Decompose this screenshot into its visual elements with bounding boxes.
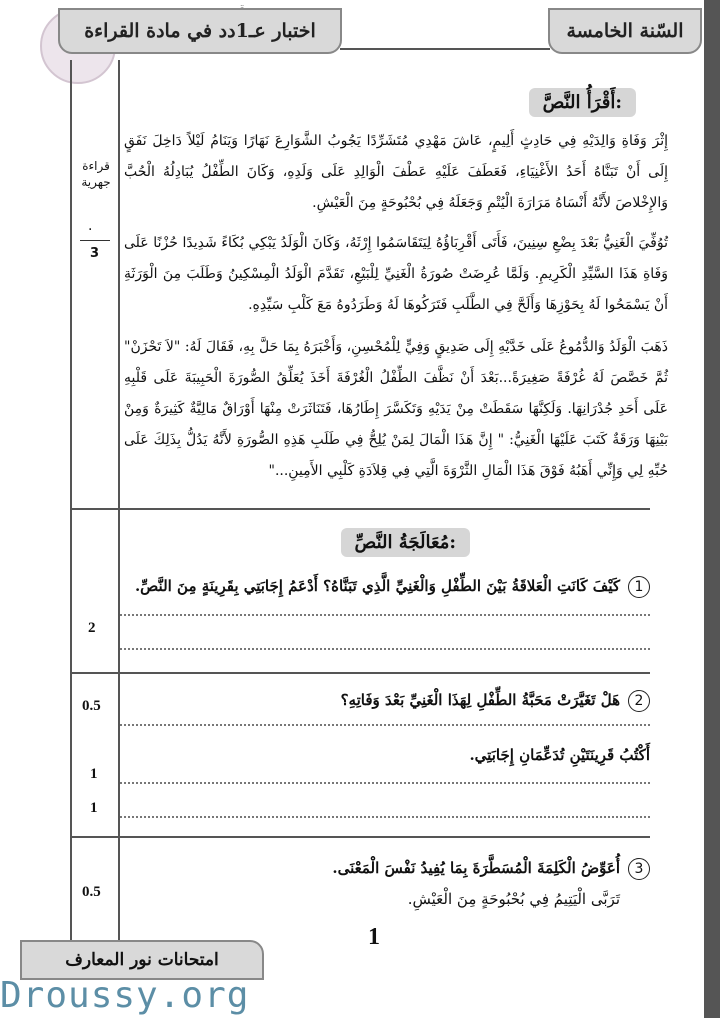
frame-top [340,48,550,50]
reading-margin-label: قراءة جهرية [81,159,111,189]
reading-margin-line [80,240,110,241]
section-divider [70,508,650,510]
site-watermark: Droussy.org [0,975,250,1016]
page-edge [704,0,720,1018]
question-2-number: 2 [628,690,650,712]
analysis-heading: مُعَالَجَةُ النَّصِّ: [341,528,470,557]
question-3 [332,858,650,880]
answer-line[interactable] [120,724,650,726]
page-number: 1 [368,924,380,950]
answer-line[interactable] [120,816,650,818]
question-1 [135,576,650,598]
publisher-label: امتحانات نور المعارف [20,940,264,980]
year-label: السّنة الخامسة [548,8,702,54]
reading-margin-dot: . [88,218,93,234]
question-2-score: 0.5 [82,698,101,714]
question-1-text: كَيْفَ كَانَتِ الْعَلاقَةُ بَيْنَ الطِّفْلِ وَالْغَنِيِّ الَّذِي تَبَنَّاهُ؟ أَدْعَمُ إِجَابَتِي بِقَرِينَةٍ مِنَ النَّصِّ. [134,577,620,595]
score-column-divider [118,60,120,940]
exam-title: اختبار عـ1دد في مادة القراءة [58,8,342,54]
reading-paragraph-3: ذَهَبَ الْوَلَدُ وَالدُّمُوعُ عَلَى خَدَّيْهِ إِلَى صَدِيقٍ وَفِيٍّ لِلْمُحْسِنِ، وَأَخْبَرَهُ بِمَا حَلَّ بِهِ، فَقَالَ لَهُ: "لاَ تَحْزَنْ" ثُمَّ خَصَّصَ لَهُ غُرْفَةً صَغِيرَةً...بَعْدَ أَنْ نَظَّفَ الطِّفْلُ الْغُرْفَةَ أَخَذَ يُعَلِّقُ الصُّورَةَ الْحَبِيبَةَ عَلَى قَلْبِهِ عَلَى أَحَدِ جُدْرَانِهَا. وَلَكِنَّهَا سَقَطَتْ مِنْ يَدَيْهِ وَتَكَسَّرَ إِطَارُهَا، فَتَنَاثَرَتْ مِنْهَا أَوْرَاقٌ مَالِيَّةٌ كَثِيرَةٌ وَمِنْ بَيْنِهَا وَرَقَةٌ كَتَبَ عَلَيْهَا الْغَنِيُّ: " إِنَّ هَذَا الْمَالَ لِمَنْ يُلِحُّ فِي طَلَبِ هَذِهِ الصُّورَةِ لأَنَّهُ يَدُلُّ بِذَلِكَ عَلَى حُبِّهِ لِي وَإِنِّي أَهَبُهُ فَوْقَ هَذَا الْمَالِ الثَّرْوَةَ الَّتِي فِي قِلاَدَةِ كَلْبِي الأَمِينِ..." [124,339,668,479]
question-2 [341,690,650,712]
reading-heading: أَقْرَأُ النَّصَّ: [529,88,636,117]
question-1-score: 2 [88,620,96,636]
frame-left [70,60,72,940]
question-3-sentence: تَرَبَّى الْيَتِيمُ فِي بُحْبُوحَةٍ مِنَ الْعَيْشِ. [407,890,620,908]
question-3-number: 3 [628,858,650,880]
question-2b-text: أَكْتُبُ قَرِينَتَيْنِ تُدَعِّمَانِ إِجَابَتِي. [469,746,650,764]
question-2b-score-b: 1 [90,800,98,816]
reading-paragraph-1: إِثْرَ وَفَاةِ وَالِدَيْهِ فِي حَادِثٍ أَلِيمٍ، عَاشَ مَهْدِي مُتَشَرِّدًا يَجُوبُ الشَّوَارِعَ نَهَارًا وَيَنَامُ لَيْلاً دَاخِلَ نَفَقٍ إِلَى أَنْ تَبَنَّاهُ أَحَدُ الأَغْنِيَاءِ، فَعَطَفَ عَلَيْهِ عَطْفَ الْوَالِدِ عَلَى وَلَدِهِ، وَكَانَ الطِّفْلُ يُبَادِلُهُ الْحُبَّ وَالإِخْلاصَ لأَنَّهُ أَنْسَاهُ مَرَارَةَ الْيُتْمِ وَجَعَلَهُ فِي بُحْبُوحَةٍ مِنَ الْعَيْشِ. [124,133,668,211]
answer-line[interactable] [120,614,650,616]
row-divider-2 [70,836,650,838]
reading-paragraph-2: تُوُفِّيَ الْغَنِيُّ بَعْدَ بِضْعِ سِنِينَ، فَأَتَى أَقْرِبَاؤُهُ لِيَتَقَاسَمُوا إِرْثَهُ، وَكَانَ الْوَلَدُ يَبْكِي بُكَاءً شَدِيدًا حُزْنًا عَلَى وَفَاةِ هَذَا السَّيِّدِ الْكَرِيمِ. وَلَمَّا عُرِضَتْ صُورَةُ الْغَنِيِّ لِلْبَيْعِ، تَقَدَّمَ الْوَلَدُ الْمِسْكِينُ وَطَلَبَ مِنَ الْوَرَثَةِ أَنْ يَسْمَحُوا لَهُ بِحَوْزِهَا وَأَلَحَّ فِي الطَّلَبِ فَتَرَكُوهَا لَهُ وَطَرَدُوهُ مَعَ كَلْبِ سَيِّدِهِ. [124,235,668,313]
answer-line[interactable] [120,648,650,650]
row-divider-1 [70,672,650,674]
question-2b-score-a: 1 [90,766,98,782]
question-2-text: هَلْ تَغَيَّرَتْ مَحَبَّةُ الطِّفْلِ لِهَذَا الْغَنِيِّ بَعْدَ وَفَاتِهِ؟ [340,691,620,709]
question-1-number: 1 [628,576,650,598]
answer-line[interactable] [120,782,650,784]
question-3-score: 0.5 [82,884,101,900]
reading-margin-score: 3 [90,246,100,261]
question-3-text: أُعَوِّضُ الْكَلِمَةَ الْمُسَطَّرَةَ بِمَا يُفِيدُ نَفْسَ الْمَعْنَى. [332,859,620,877]
